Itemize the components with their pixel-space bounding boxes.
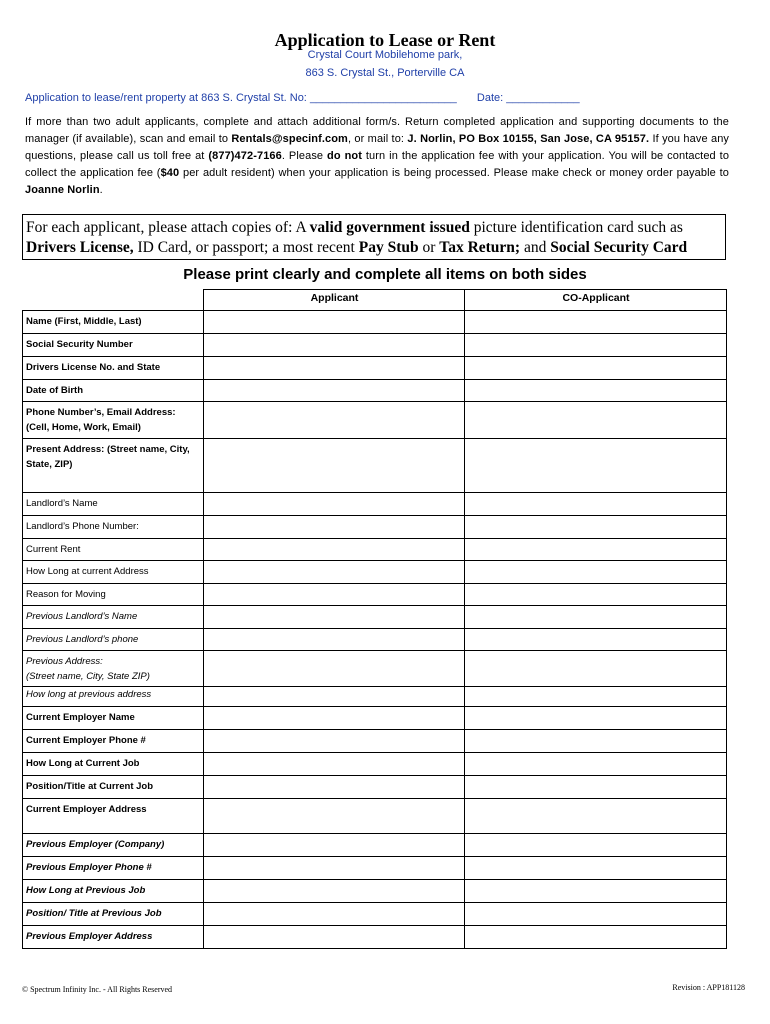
coapplicant-prev-employer-phone-field[interactable]	[465, 857, 727, 880]
row-label-prev-employer-address: Previous Employer Address	[23, 926, 204, 949]
table-row	[23, 380, 727, 402]
coapplicant-employer-name-field[interactable]	[465, 707, 727, 730]
applicant-column-header: Applicant	[204, 290, 465, 311]
application-property-label: Application to lease/rent property at 863 S. Crystal St. No:	[25, 92, 307, 104]
phone-number: (877)472-7166	[208, 150, 282, 162]
form-title: Application to Lease or Rent	[274, 30, 496, 50]
attach-emphasis: Pay Stub	[358, 239, 419, 256]
table-row	[23, 799, 727, 834]
row-label-prev-address	[23, 651, 204, 687]
attach-text: or	[422, 239, 436, 256]
applicant-present-address-field[interactable]	[204, 439, 465, 493]
instructions-text: If more than two adult applicants, complete and attach additional form/s. Return completed application and supporting documents to the manager (if available), scan and email to	[25, 116, 729, 145]
applicant-prev-landlord-name-field[interactable]	[204, 606, 465, 629]
date-field[interactable]: ____________	[506, 92, 580, 104]
row-label-drivers-license: Drivers License No. and State	[23, 357, 204, 380]
row-label-name: Name (First, Middle, Last)	[23, 311, 204, 334]
table-row	[23, 880, 727, 903]
row-label-employer-title: Position/Title at Current Job	[23, 776, 204, 799]
row-label-landlord-name: Landlord’s Name	[23, 493, 204, 516]
coapplicant-how-long-address-field[interactable]	[465, 561, 727, 584]
instructions-paragraph	[25, 114, 729, 199]
revision-footer: Revision : APP181128	[672, 983, 745, 992]
application-fee: $40	[160, 167, 180, 179]
applicant-prev-landlord-phone-field[interactable]	[204, 629, 465, 651]
row-label-reason-moving: Reason for Moving	[23, 584, 204, 606]
instructions-text: per adult resident) when your application is being processed. Please make check or money order payable to	[182, 167, 729, 179]
row-label-line: (Street name, City, State ZIP)	[26, 671, 150, 682]
park-address: 863 S. Crystal St., Porterville CA	[305, 67, 465, 79]
unit-number-field[interactable]: ________________________	[309, 92, 457, 104]
applicant-landlord-phone-field[interactable]	[204, 516, 465, 539]
row-label-how-long-prev: How long at previous address	[23, 687, 204, 707]
coapplicant-employer-title-field[interactable]	[465, 776, 727, 799]
table-row	[23, 402, 727, 439]
applicant-form-table	[22, 289, 727, 949]
row-label-line: Previous Address:	[26, 656, 103, 667]
table-row	[23, 606, 727, 629]
table-row	[23, 629, 727, 651]
coapplicant-phone-email-field[interactable]	[465, 402, 727, 439]
print-clearly-notice: Please print clearly and complete all items on both sides	[183, 266, 587, 283]
row-label-line: (Cell, Home, Work, Email)	[26, 422, 141, 433]
coapplicant-prev-employer-title-field[interactable]	[465, 903, 727, 926]
applicant-prev-employer-phone-field[interactable]	[204, 857, 465, 880]
coapplicant-prev-employer-field[interactable]	[465, 834, 727, 857]
instructions-text: , or mail to:	[347, 133, 405, 145]
applicant-prev-employer-how-long-field[interactable]	[204, 880, 465, 903]
coapplicant-landlord-phone-field[interactable]	[465, 516, 727, 539]
applicant-dob-field[interactable]	[204, 380, 465, 402]
park-name: Crystal Court Mobilehome park,	[307, 49, 463, 61]
coapplicant-name-field[interactable]	[465, 311, 727, 334]
table-row	[23, 707, 727, 730]
applicant-name-field[interactable]	[204, 311, 465, 334]
coapplicant-prev-landlord-phone-field[interactable]	[465, 629, 727, 651]
applicant-employer-title-field[interactable]	[204, 776, 465, 799]
row-label-employer-phone: Current Employer Phone #	[23, 730, 204, 753]
empty-header-cell	[23, 290, 204, 311]
table-row	[23, 561, 727, 584]
applicant-reason-moving-field[interactable]	[204, 584, 465, 606]
table-row	[23, 753, 727, 776]
table-row	[23, 687, 727, 707]
coapplicant-prev-address-field[interactable]	[465, 651, 727, 687]
row-label-present-address	[23, 439, 204, 493]
table-row	[23, 311, 727, 334]
row-label-employer-how-long: How Long at Current Job	[23, 753, 204, 776]
row-label-employer-name: Current Employer Name	[23, 707, 204, 730]
coapplicant-prev-employer-how-long-field[interactable]	[465, 880, 727, 903]
table-row	[23, 776, 727, 799]
attach-emphasis: Social Security Card	[550, 239, 688, 256]
coapplicant-column-header: CO-Applicant	[465, 290, 727, 311]
applicant-ssn-field[interactable]	[204, 334, 465, 357]
row-label-prev-employer-title: Position/ Title at Previous Job	[23, 903, 204, 926]
row-label-dob: Date of Birth	[23, 380, 204, 402]
row-label-ssn: Social Security Number	[23, 334, 204, 357]
applicant-dl-field[interactable]	[204, 357, 465, 380]
table-row	[23, 926, 727, 949]
copyright-footer: © Spectrum Infinity Inc. - All Rights Reserved	[22, 985, 173, 994]
table-row	[23, 857, 727, 880]
row-label-line: Present Address: (Street name, City,	[26, 444, 190, 455]
coapplicant-ssn-field[interactable]	[465, 334, 727, 357]
row-label-line: Phone Number’s, Email Address:	[26, 407, 176, 418]
coapplicant-employer-how-long-field[interactable]	[465, 753, 727, 776]
row-label-line: State, ZIP)	[26, 459, 73, 470]
application-line	[25, 92, 745, 104]
coapplicant-employer-phone-field[interactable]	[465, 730, 727, 753]
applicant-prev-address-field[interactable]	[204, 651, 465, 687]
applicant-prev-employer-title-field[interactable]	[204, 903, 465, 926]
coapplicant-landlord-name-field[interactable]	[465, 493, 727, 516]
applicant-employer-name-field[interactable]	[204, 707, 465, 730]
coapplicant-dob-field[interactable]	[465, 380, 727, 402]
table-row	[23, 357, 727, 380]
row-label-how-long-address: How Long at current Address	[23, 561, 204, 584]
row-label-prev-employer-phone: Previous Employer Phone #	[23, 857, 204, 880]
instructions-text: . Please	[281, 150, 324, 162]
row-label-prev-landlord-name: Previous Landlord’s Name	[23, 606, 204, 629]
mailing-address: J. Norlin, PO Box 10155, San Jose, CA 95157.	[407, 133, 650, 145]
coapplicant-reason-moving-field[interactable]	[465, 584, 727, 606]
applicant-how-long-prev-field[interactable]	[204, 687, 465, 707]
attach-emphasis: Tax Return;	[439, 239, 521, 256]
applicant-current-rent-field[interactable]	[204, 539, 465, 561]
applicant-how-long-address-field[interactable]	[204, 561, 465, 584]
applicant-phone-email-field[interactable]	[204, 402, 465, 439]
applicant-landlord-name-field[interactable]	[204, 493, 465, 516]
table-row	[23, 493, 727, 516]
applicant-employer-how-long-field[interactable]	[204, 753, 465, 776]
applicant-employer-phone-field[interactable]	[204, 730, 465, 753]
table-row	[23, 584, 727, 606]
row-label-prev-employer: Previous Employer (Company)	[23, 834, 204, 857]
row-label-landlord-phone: Landlord’s Phone Number:	[23, 516, 204, 539]
table-header-row	[23, 290, 727, 311]
attach-text: picture identification card such as	[473, 219, 683, 236]
do-not-emphasis: do not	[327, 150, 362, 162]
table-row	[23, 439, 727, 493]
table-row	[23, 539, 727, 561]
instructions-text: If you have any questions, please call us toll free at	[25, 133, 730, 162]
table-row	[23, 516, 727, 539]
table-row	[23, 651, 727, 687]
coapplicant-prev-landlord-name-field[interactable]	[465, 606, 727, 629]
coapplicant-employer-address-field[interactable]	[465, 799, 727, 834]
row-label-prev-landlord-phone: Previous Landlord’s phone	[23, 629, 204, 651]
applicant-employer-address-field[interactable]	[204, 799, 465, 834]
coapplicant-present-address-field[interactable]	[465, 439, 727, 493]
table-row	[23, 334, 727, 357]
coapplicant-dl-field[interactable]	[465, 357, 727, 380]
attach-emphasis: valid government issued	[309, 219, 470, 236]
row-label-prev-employer-how-long: How Long at Previous Job	[23, 880, 204, 903]
row-label-employer-address: Current Employer Address	[23, 799, 204, 834]
attach-text: For each applicant, please attach copies of:	[26, 219, 293, 236]
instructions-text: .	[99, 184, 103, 196]
applicant-prev-employer-address-field[interactable]	[204, 926, 465, 949]
attach-text: ID Card, or passport; a most recent	[137, 239, 355, 256]
table-row	[23, 730, 727, 753]
attachments-notice	[22, 214, 726, 260]
row-label-current-rent: Current Rent	[23, 539, 204, 561]
applicant-prev-employer-field[interactable]	[204, 834, 465, 857]
row-label-phone-email	[23, 402, 204, 439]
coapplicant-current-rent-field[interactable]	[465, 539, 727, 561]
date-label: Date:	[476, 92, 504, 104]
table-row	[23, 834, 727, 857]
coapplicant-how-long-prev-field[interactable]	[465, 687, 727, 707]
instructions-text: turn in the application fee with your application. You will be contacted to collect the application fee (	[25, 150, 730, 179]
attach-text: and	[523, 239, 547, 256]
email-address: Rentals@specinf.com	[231, 133, 348, 145]
payee-name: Joanne Norlin	[25, 184, 100, 196]
attach-emphasis: Drivers License,	[26, 239, 134, 256]
table-row	[23, 903, 727, 926]
attach-text: A	[295, 219, 306, 236]
coapplicant-prev-employer-address-field[interactable]	[465, 926, 727, 949]
